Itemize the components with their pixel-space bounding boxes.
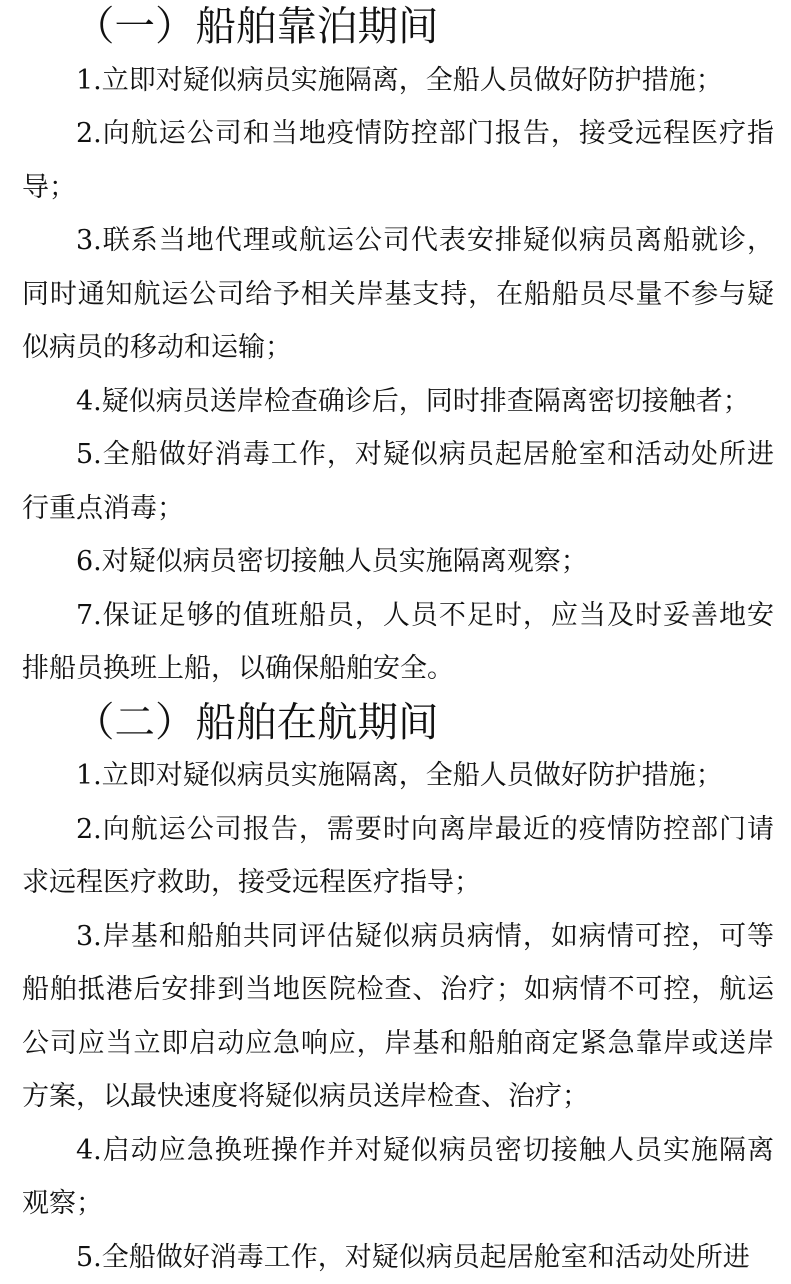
list-item: 1.立即对疑似病员实施隔离，全船人员做好防护措施； [22, 749, 774, 803]
list-item: 7.保证足够的值班船员，人员不足时，应当及时妥善地安排船员换班上船，以确保船舶安全。 [22, 589, 774, 696]
document-body [22, 0, 774, 1284]
list-item: 2.向航运公司和当地疫情防控部门报告，接受远程医疗指导； [22, 107, 774, 214]
list-item: 2.向航运公司报告，需要时向离岸最近的疫情防控部门请求远程医疗救助，接受远程医疗指导； [22, 803, 774, 910]
list-item: 6.对疑似病员密切接触人员实施隔离观察； [22, 535, 774, 589]
list-item: 1.立即对疑似病员实施隔离，全船人员做好防护措施； [22, 54, 774, 108]
section-berthing [22, 0, 774, 696]
list-item: 5.全船做好消毒工作，对疑似病员起居舱室和活动处所进 [22, 1231, 774, 1284]
section-heading: （一）船舶靠泊期间 [22, 0, 774, 54]
list-item: 3.岸基和船舶共同评估疑似病员病情，如病情可控，可等船舶抵港后安排到当地医院检查、治疗；如病情不可控，航运公司应当立即启动应急响应，岸基和船舶商定紧急靠岸或送岸方案，以最快速度将疑似病员送岸检查、治疗； [22, 910, 774, 1124]
section-underway [22, 696, 774, 1284]
list-item: 4.疑似病员送岸检查确诊后，同时排查隔离密切接触者； [22, 375, 774, 429]
list-item: 4.启动应急换班操作并对疑似病员密切接触人员实施隔离观察； [22, 1124, 774, 1231]
list-item: 5.全船做好消毒工作，对疑似病员起居舱室和活动处所进行重点消毒； [22, 428, 774, 535]
list-item: 3.联系当地代理或航运公司代表安排疑似病员离船就诊，同时通知航运公司给予相关岸基支持，在船船员尽量不参与疑似病员的移动和运输； [22, 214, 774, 375]
section-heading: （二）船舶在航期间 [22, 696, 774, 750]
